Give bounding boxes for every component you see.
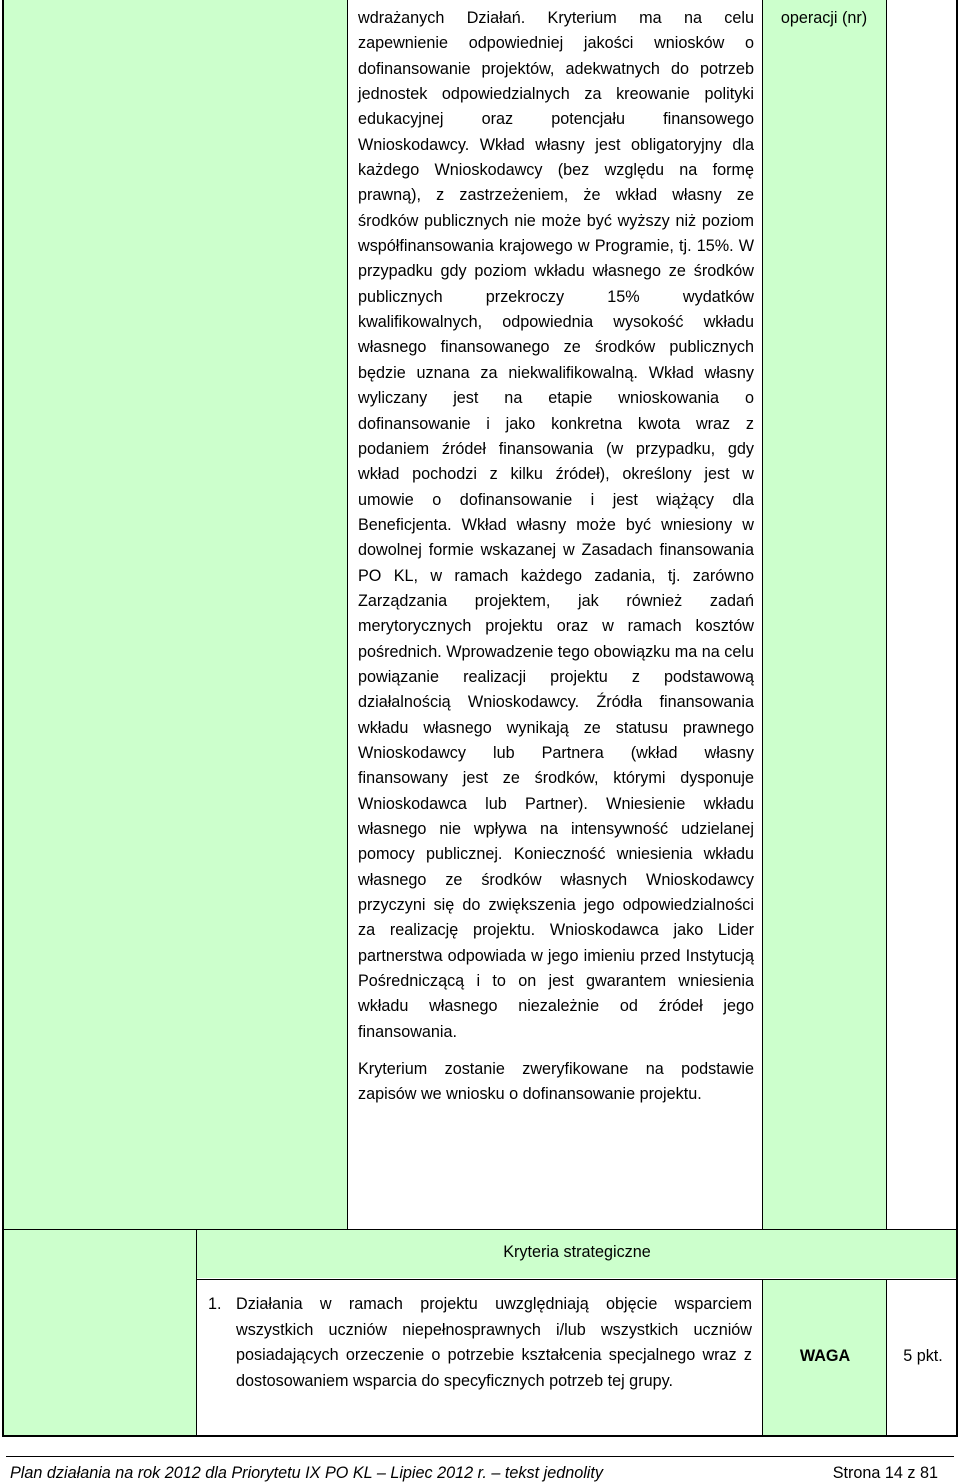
footer-page-number: Strona 14 z 81 xyxy=(832,1464,938,1482)
footer-rule xyxy=(6,1456,954,1457)
left-margin-cell-bottom xyxy=(4,1230,196,1436)
description-paragraph: wdrażanych Działań. Kryterium ma na celu zapewnienie odpowiedniej jakości wniosków o dofinansowanie projektów, adekwatnych do potrzeb jednostek odpowiedzialnych za kreowanie polityki edukacyjnej oraz potencjału finansowego Wnioskodawcy. Wkład własny jest obligatoryjny dla każdego Wnioskodawcy (bez względu na formę prawną), z zastrzeżeniem, że wkład własny ze środków publicznych nie może być wyższy niż poziom współfinansowania krajowego w Programie, tj. 15%. W przypadku gdy poziom wkładu własnego ze środków publicznych przekroczy 15% wydatków kwalifikowalnych, odpowiednia wysokość wkładu własnego finansowanego ze środków publicznych będzie uznana za niekwalifikowalną. Wkład własny wyliczany jest na etapie wnioskowania o dofinansowanie i jako konkretna kwota wraz z podaniem źródeł finansowania (w przypadku, gdy wkład pochodzi z kilku źródeł), określony jest w umowie o dofinansowanie i jest wiążący dla Beneficjenta. Wkład własny może być wniesiony w dowolnej formie wskazanej w Zasadach finansowania PO KL, w ramach każdego zadania, tj. zarówno Zarządzania projektem, jak również zadań merytorycznych projektu oraz w ramach kosztów pośrednich. Wprowadzenie tego obowiązku ma na celu powiązanie realizacji projektu z podstawową działalnością Wnioskodawcy. Źródła finansowania wkładu własnego wynikają ze statusu prawnego Wnioskodawcy lub Partnera (wkład własny finansowany jest ze środków, którymi dysponuje Wnioskodawca lub Partner). Wniesienie wkładu własnego nie wpływa na intensywność udzielanej pomocy publicznej. Konieczność wniesienia wkładu własnego ze środków własnych Wnioskodawcy przyczyni się do zwiększenia jego odpowiedzialności za realizację projektu. Wnioskodawca jako Lider partnerstwa odpowiada w jego imieniu przed Instytucją Pośredniczącą i to on jest gwarantem wniesienia wkładu własnego niezależnie od źródeł jego finansowania. xyxy=(358,9,754,1041)
page-footer xyxy=(10,1462,950,1484)
row-divider-strategic-bottom xyxy=(196,1279,956,1280)
table-border-left xyxy=(2,0,4,1437)
points-value: 5 pkt. xyxy=(903,1347,943,1365)
left-margin-cell-top xyxy=(4,0,347,1230)
strategic-criteria-header: Kryteria strategiczne xyxy=(503,1243,651,1261)
table-border-bottom xyxy=(2,1435,958,1437)
row-divider-strategic-top xyxy=(4,1229,956,1230)
weight-label: WAGA xyxy=(799,1347,851,1365)
col-divider-points xyxy=(886,1280,887,1436)
criterion-text: Działania w ramach projektu uwzględniają objęcie wsparciem wszystkich uczniów niepełnosprawnych i/lub wszystkich uczniów posiadających orzeczenie o potrzebie kształcenia specjalnego wraz z dostosowaniem wsparcia do specyficznych potrzeb tej grupy. xyxy=(236,1295,752,1390)
table-border-right xyxy=(956,0,958,1437)
col-divider-points-top xyxy=(886,0,887,1230)
criterion-description xyxy=(358,6,754,1108)
col-divider-operations xyxy=(762,0,763,1230)
criterion-number: 1. xyxy=(208,1295,222,1313)
strategic-criterion-1 xyxy=(208,1292,752,1394)
col-divider-description xyxy=(347,0,348,1230)
verification-note: Kryterium zostanie zweryfikowane na podstawie zapisów we wniosku o dofinansowanie projektu. xyxy=(358,1060,754,1104)
operations-cell xyxy=(762,0,886,1230)
operations-label: operacji (nr) xyxy=(780,9,868,27)
footer-document-title: Plan działania na rok 2012 dla Priorytetu IX PO KL – Lipiec 2012 r. – tekst jednolity xyxy=(10,1464,603,1482)
col-divider-waga xyxy=(762,1280,763,1436)
